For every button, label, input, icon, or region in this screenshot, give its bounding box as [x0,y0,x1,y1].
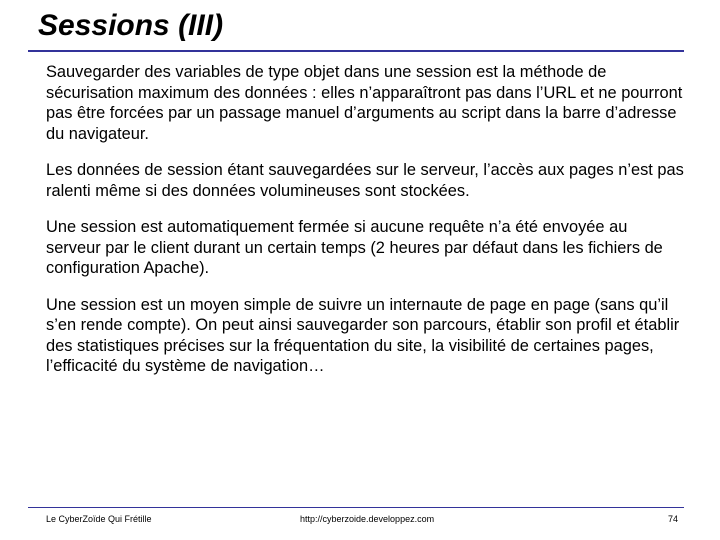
slide-body [46,62,686,393]
footer-author: Le CyberZoïde Qui Frétille [46,514,152,524]
footer-url: http://cyberzoide.developpez.com [300,514,435,524]
title-underline [28,50,684,52]
slide-title: Sessions (III) [38,9,224,42]
paragraph-1: Sauvegarder des variables de type objet dans une session est la méthode de sécurisation maximum des données : elles n’apparaîtront pas dans l’URL et ne pourront pas être forcées par un passage manuel d’arguments au script dans la barre d’adresse du navigateur. [46,63,683,143]
paragraph-3: Une session est automatiquement fermée si aucune requête n’a été envoyée au serveur par le client durant un certain temps (2 heures par défaut dans les fichiers de configuration Apache). [46,218,663,277]
paragraph-2: Les données de session étant sauvegardées sur le serveur, l’accès aux pages n’est pas ralenti même si des données volumineuses sont stockées. [46,161,684,200]
paragraph-4: Une session est un moyen simple de suivre un internaute de page en page (sans qu’il s’en rende compte). On peut ainsi sauvegarder son parcours, établir son profil et établir des statistiques précises sur la fréquentation du site, la visibilité de certaines pages, l’efficacité du système de navigation… [46,295,680,375]
page-number: 74 [668,514,679,524]
footer-divider [28,507,684,508]
